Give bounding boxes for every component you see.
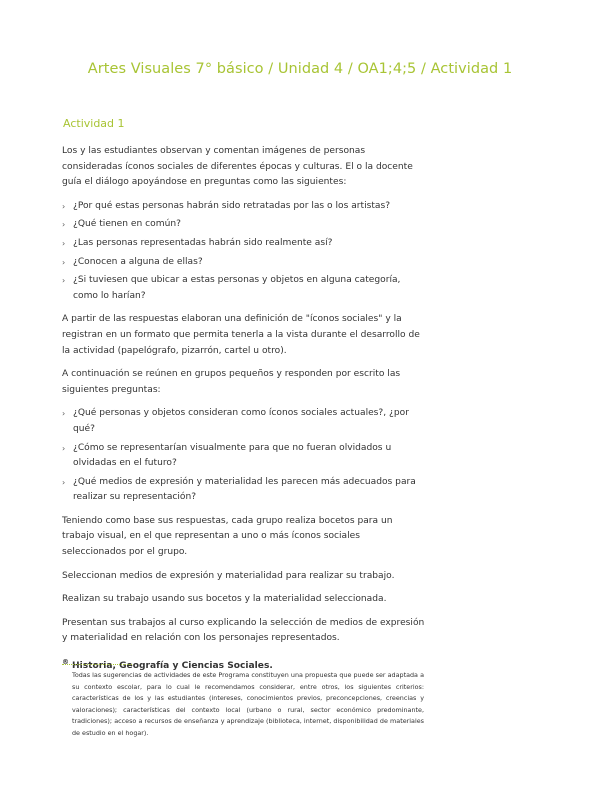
bullet-icon: › [62,409,66,419]
bullet-icon: › [62,238,66,248]
section-title: Actividad 1 [63,117,125,130]
list-item: › ¿Si tuviesen que ubicar a estas personas y objetos en alguna categoría, como lo harían? [62,275,401,301]
sketch-paragraph: Teniendo como base sus respuestas, cada grupo realiza bocetos para un trabajo visual, en el que representan a uno o más íconos sociales seleccionados por el grupo. [62,515,393,558]
list-item: › ¿Qué medios de expresión y materialidad les parecen más adecuados para realizar su representación? [62,476,416,503]
activity-content [62,144,426,683]
list-item: › ¿Por qué estas personas habrán sido retratadas por las o los artistas? [62,199,426,215]
produce-work-paragraph: Realizan su trabajo usando sus bocetos y la materialidad seleccionada. [62,594,387,605]
bullet-icon: › [62,220,66,230]
bullet-icon: › [62,257,66,267]
groups-paragraph: A continuación se reúnen en grupos pequeños y responden por escrito las siguientes preguntas: [62,369,401,395]
question-list-1 [62,199,426,305]
page-header: Artes Visuales 7° básico / Unidad 4 / OA1;4;5 / Actividad 1 [87,61,513,77]
present-work-paragraph: Presentan sus trabajos al curso explicando la selección de medios de expresión y materialidad en relación con los personajes representados. [62,617,425,644]
select-media-paragraph: Seleccionan medios de expresión y materialidad para realizar su trabajo. [62,570,395,581]
bullet-icon: › [62,201,66,211]
bullet-icon: › [62,276,66,286]
bullet-icon: › [62,477,66,487]
list-item: › ¿Conocen a alguna de ellas? [62,255,426,271]
footnote: Todas las sugerencias de actividades de este Programa constituyen una propuesta que puede ser adaptada a su contexto escolar, para lo cual le recomendamos considerar, entre otros, los siguientes criterios: características de los y las estudiantes (intereses, conocimientos previos, preconcepciones, creencias y valoraciones); características del contexto local (urbano o rural, sector económico predominante, tradiciones); acceso a recursos de enseñanza y aprendizaje (biblioteca, internet, disponibilidad de materiales de estudio en el hogar). [72,671,424,737]
list-item: › ¿Qué tienen en común? [62,217,426,233]
definition-paragraph: A partir de las respuestas elaboran una definición de "íconos sociales" y la registran en un formato que permita tenerla a la vista durante el desarrollo de la actividad (papelógrafo, pizarrón, cartel u otro). [62,314,420,356]
list-item: › ¿Qué personas y objetos consideran como íconos sociales actuales?, ¿por qué? [62,408,409,434]
list-item: › ¿Cómo se representarían visualmente para que no fueran olvidados u olvidadas en el futuro? [62,442,392,469]
note-text: Historia, Geografía y Ciencias Sociales. [72,661,273,672]
question-list-2 [62,406,426,506]
note-marker: ® [62,658,69,667]
list-item: › ¿Las personas representadas habrán sido realmente así? [62,236,426,252]
intro-paragraph: Los y las estudiantes observan y comentan imágenes de personas consideradas íconos sociales de diferentes épocas y culturas. El o la docente guía el diálogo apoyándose en preguntas como las siguientes: [62,146,413,188]
footnote-divider [62,664,132,665]
bullet-icon: › [62,443,66,453]
